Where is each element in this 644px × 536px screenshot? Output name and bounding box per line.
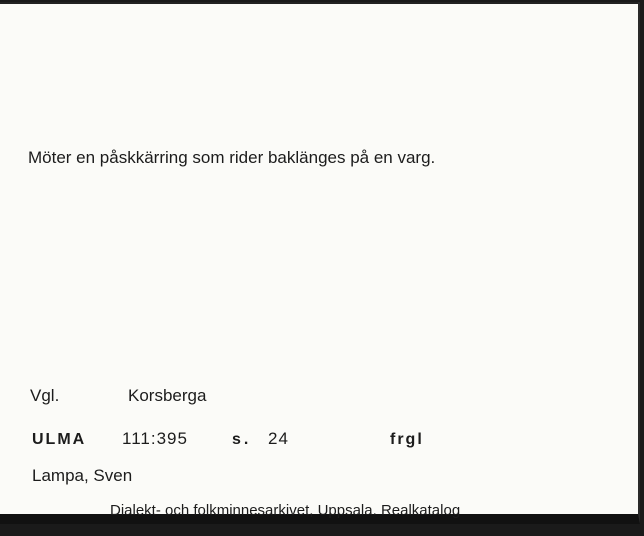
informant-name: Lampa, Sven — [32, 466, 133, 485]
accession-number: 111:395 — [122, 429, 188, 448]
category-code: frgl — [390, 431, 424, 448]
province-label: Vgl. — [30, 386, 60, 405]
card-footer: Dialekt- och folkminnesarkivet, Uppsala. Realkatalog — [110, 502, 461, 519]
catalog-card — [0, 2, 640, 524]
parish-label: Korsberga — [128, 386, 207, 405]
page-number: 24 — [268, 429, 289, 448]
archive-code: ULMA — [32, 431, 87, 448]
page-label: s. — [232, 431, 252, 448]
card-edge — [0, 2, 638, 4]
description-text: Möter en påskkärring som rider baklänges på en varg. — [28, 148, 436, 167]
